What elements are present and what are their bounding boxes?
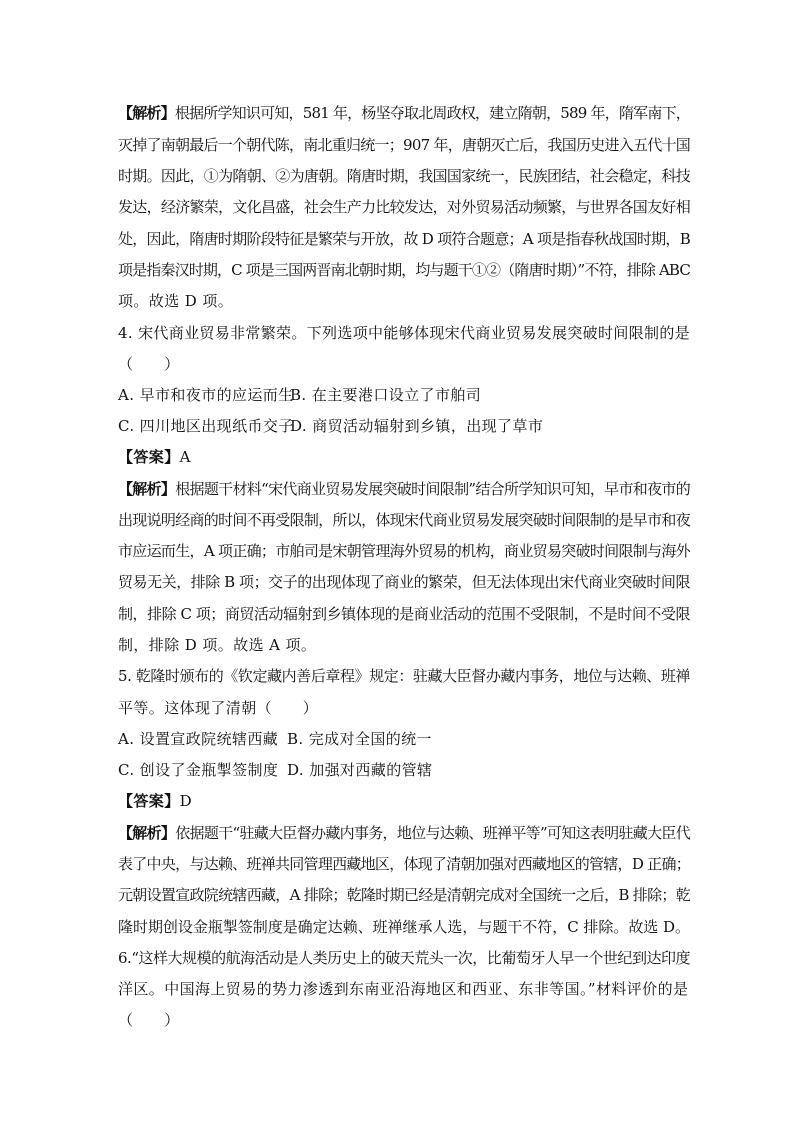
q4-analysis-line-5: 制，排除 C 项；商贸活动辐射到乡镇体现的是商业活动的范围不受限制，不是时间不受限 — [118, 605, 690, 623]
q6-stem-line-2: 洋区。中国海上贸易的势力渗透到东南亚沿海地区和西亚、东非等国。”材料评价的是 — [118, 980, 689, 998]
q5-option-d: D. 加强对西藏的管辖 — [287, 761, 433, 779]
q5-analysis-line-1: 【解析】依据题干“驻藏大臣督办藏内事务，地位与达赖、班禅平等”可知这表明驻藏大臣代 — [118, 824, 691, 842]
q4-answer — [118, 447, 191, 467]
q4-analysis-line-3: 市应运而生，A 项正确；市舶司是宋朝管理海外贸易的机构，商业贸易突破时间限制与海外 — [118, 542, 690, 560]
q5-option-b: B. 完成对全国的统一 — [287, 730, 432, 748]
q4-analysis-line-6: 制，排除 D 项。故选 A 项。 — [118, 636, 317, 654]
q3-analysis-line-3: 时期。因此，①为隋朝、②为唐朝。隋唐时期，我国国家统一，民族团结，社会稳定，科技 — [118, 167, 690, 185]
q5-stem-line-1: 5. 乾隆时颁布的《钦定藏内善后章程》规定：驻藏大臣督办藏内事务，地位与达赖、班禅 — [118, 667, 690, 685]
q5-stem-line-2: 平等。这体现了清朝（ ） — [118, 699, 319, 717]
q5-analysis-line-4: 隆时期创设金瓶掣签制度是确定达赖、班禅继承人选，与题干不符，C 排除。故选 D。 — [118, 918, 690, 936]
q5-answer — [118, 791, 192, 811]
q3-analysis-line-1: 【解析】根据所学知识可知，581 年，杨坚夺取北周政权，建立隋朝，589 年，隋军南下， — [118, 104, 690, 122]
q5-analysis-line-2: 表了中央，与达赖、班禅共同管理西藏地区，体现了清朝加强对西藏地区的管辖，D 正确； — [118, 855, 690, 873]
q4-analysis-line-2: 出现说明经商的时间不再受限制，所以，体现宋代商业贸易发展突破时间限制的是早市和夜 — [118, 511, 690, 529]
answer-tag: 【答案】 — [118, 792, 180, 810]
q6-stem-line-3: （ ） — [118, 1011, 180, 1029]
q6-stem-line-1: 6.“这样大规模的航海活动是人类历史上的破天荒头一次，比葡萄牙人早一个世纪到达印度 — [118, 949, 690, 967]
analysis-tag: 【解析】 — [118, 824, 176, 842]
q3-analysis-line-4: 发达，经济繁荣，文化昌盛，社会生产力比较发达，对外贸易活动频繁，与世界各国友好相 — [118, 198, 690, 216]
q4-option-a: A. 早市和夜市的应运而生 — [118, 386, 294, 404]
q4-option-c: C. 四川地区出现纸币交子 — [118, 417, 294, 435]
q5-option-a: A. 设置宣政院统辖西藏 — [118, 730, 279, 748]
q4-option-d: D. 商贸活动辐射到乡镇，出现了草市 — [290, 417, 544, 435]
q4-stem-line-1: 4. 宋代商业贸易非常繁荣。下列选项中能够体现宋代商业贸易发展突破时间限制的是 — [118, 324, 690, 342]
q3-analysis-line-7: 项。故选 D 项。 — [118, 292, 234, 310]
q4-analysis-line-4: 贸易无关，排除 B 项；交子的出现体现了商业的繁荣，但无法体现出宋代商业突破时间限 — [118, 573, 690, 591]
q5-option-c: C. 创设了金瓶掣签制度 — [118, 761, 279, 779]
q4-stem-line-2: （ ） — [118, 355, 180, 373]
q3-analysis-line-6: 项是指秦汉时期，C 项是三国两晋南北朝时期，均与题干①②（隋唐时期）”不符，排除 ABC — [118, 261, 690, 279]
q3-analysis-line-2: 灭掉了南朝最后一个朝代陈，南北重归统一；907 年，唐朝灭亡后，我国历史进入五代十国 — [118, 136, 690, 154]
answer-value: D — [179, 792, 193, 810]
answer-value: A — [179, 448, 191, 466]
q5-analysis-line-3: 元朝设置宣政院统辖西藏，A 排除；乾隆时期已经是清朝完成对全国统一之后，B 排除；乾 — [118, 886, 690, 904]
q3-analysis-line-5: 处，因此，隋唐时期阶段特征是繁荣与开放，故 D 项符合题意；A 项是指春秋战国时期，B — [118, 230, 690, 248]
analysis-tag: 【解析】 — [118, 480, 176, 498]
analysis-tag: 【解析】 — [118, 104, 175, 122]
q4-analysis-line-1: 【解析】根据题干材料“宋代商业贸易发展突破时间限制”结合所学知识可知，早市和夜市的 — [118, 480, 691, 498]
q4-option-b: B. 在主要港口设立了市舶司 — [290, 386, 482, 404]
answer-tag: 【答案】 — [118, 448, 180, 466]
